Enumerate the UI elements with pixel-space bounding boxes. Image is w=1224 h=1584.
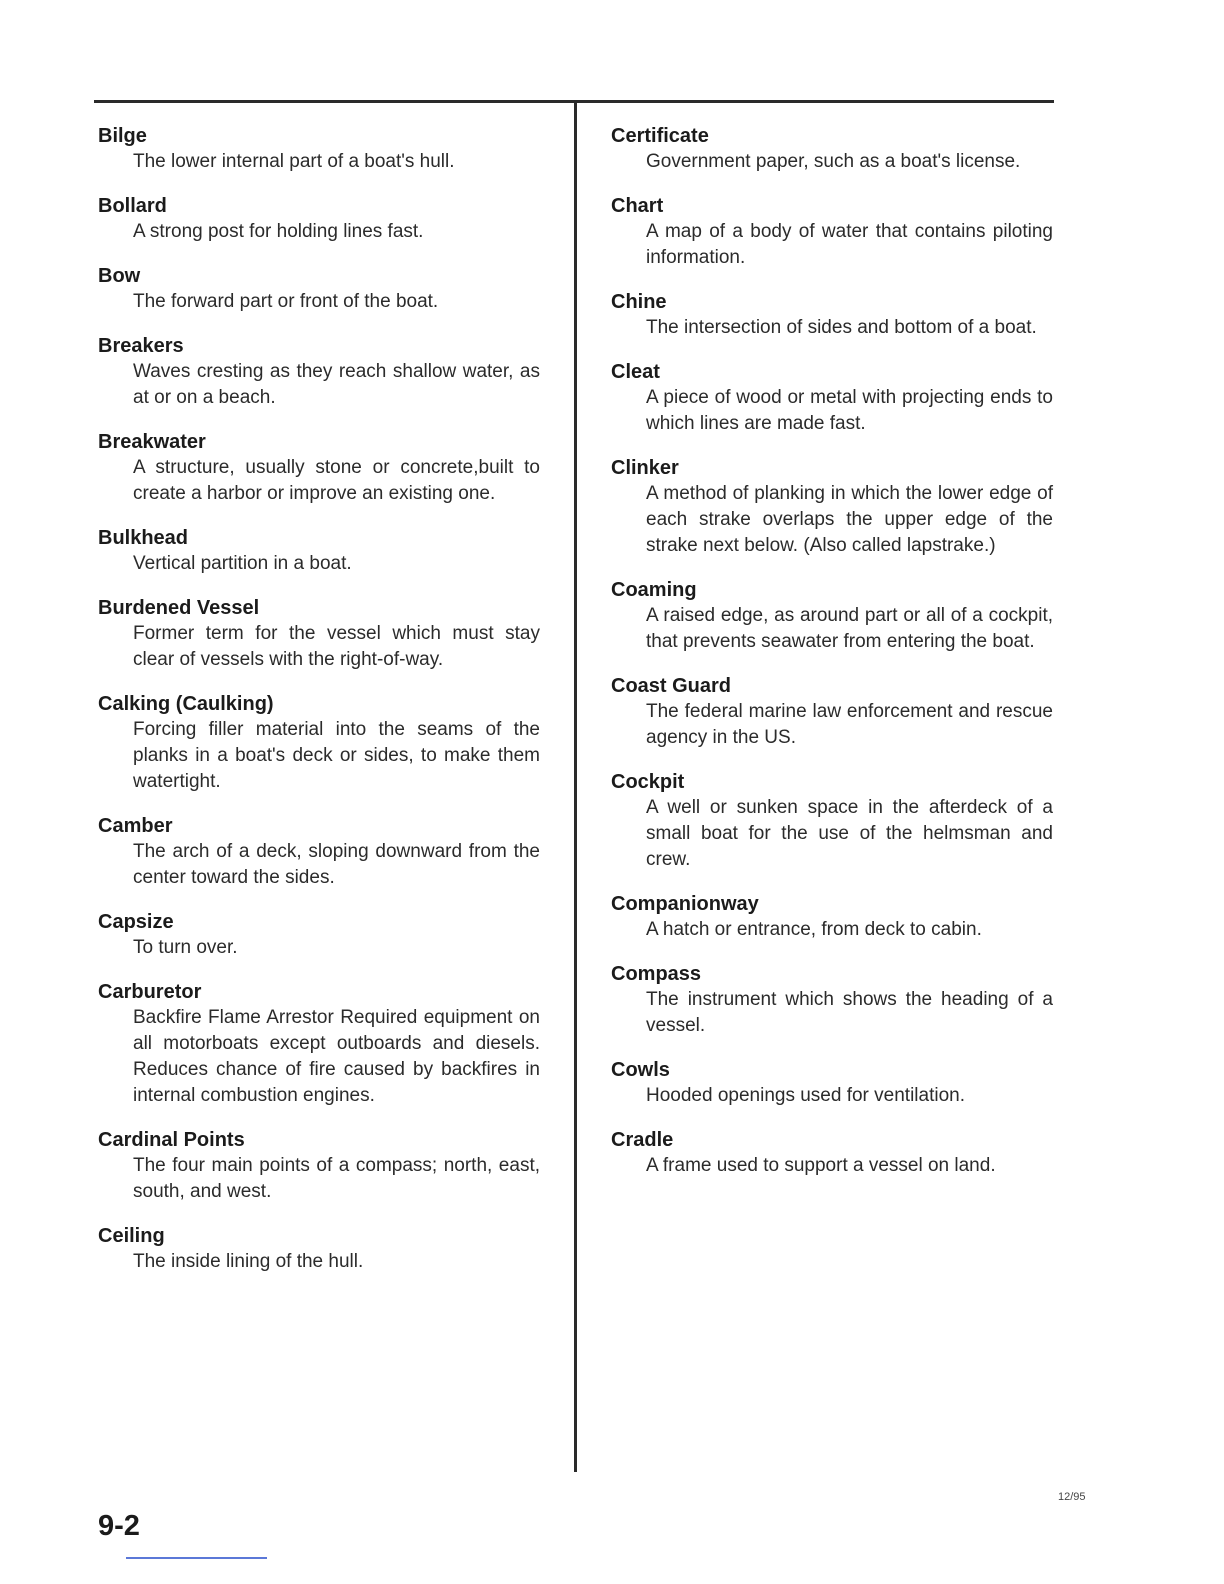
glossary-entry <box>98 526 540 577</box>
glossary-definition: The four main points of a compass; north, east, south, and west. <box>133 1155 540 1202</box>
glossary-entry <box>611 770 1053 873</box>
column-divider <box>574 100 577 1472</box>
glossary-term: Ceiling <box>98 1225 165 1247</box>
glossary-term: Compass <box>611 963 702 985</box>
glossary-entry <box>98 194 540 245</box>
glossary-definition: Forcing filler material into the seams of the planks in a boat's deck or sides, to make them watertight. <box>133 719 540 792</box>
glossary-term: Capsize <box>98 911 174 933</box>
glossary-definition: A piece of wood or metal with projecting ends to which lines are made fast. <box>646 387 1053 434</box>
glossary-term: Certificate <box>611 125 709 147</box>
glossary-definition: Waves cresting as they reach shallow water, as at or on a beach. <box>133 361 540 408</box>
glossary-term: Calking (Caulking) <box>98 693 274 715</box>
glossary-definition: A method of planking in which the lower edge of each strake overlaps the upper edge of the strake next below. (Also called lapstrake.) <box>646 483 1053 556</box>
glossary-definition: The instrument which shows the heading of a vessel. <box>646 989 1053 1036</box>
glossary-term: Coast Guard <box>611 675 732 697</box>
glossary-term: Chine <box>611 291 667 313</box>
glossary-definition: The inside lining of the hull. <box>133 1251 364 1272</box>
glossary-term: Breakwater <box>98 431 206 453</box>
glossary-definition: A hatch or entrance, from deck to cabin. <box>646 919 982 940</box>
glossary-entry <box>611 578 1053 655</box>
glossary-entry <box>611 360 1053 437</box>
glossary-term: Cradle <box>611 1129 674 1151</box>
glossary-definition: The forward part or front of the boat. <box>133 291 439 312</box>
page-number: 9-2 <box>98 1510 140 1542</box>
glossary-entry <box>98 1128 540 1205</box>
glossary-term: Clinker <box>611 457 679 479</box>
glossary-entry <box>98 334 540 411</box>
glossary-definition: Hooded openings used for ventilation. <box>646 1085 966 1106</box>
glossary-term: Burdened Vessel <box>98 597 260 619</box>
glossary-term: Bollard <box>98 195 167 217</box>
glossary-entry <box>98 692 540 795</box>
glossary-entry <box>611 674 1053 751</box>
glossary-term: Bulkhead <box>98 527 189 549</box>
glossary-entry <box>611 194 1053 271</box>
glossary-definition: Vertical partition in a boat. <box>133 553 352 574</box>
glossary-definition: The lower internal part of a boat's hull. <box>133 151 455 172</box>
glossary-term: Chart <box>611 195 664 217</box>
glossary-definition: To turn over. <box>133 937 238 958</box>
glossary-term: Breakers <box>98 335 184 357</box>
glossary-entry <box>611 124 1053 175</box>
glossary-definition: A frame used to support a vessel on land. <box>646 1155 996 1176</box>
glossary-definition: A map of a body of water that contains piloting information. <box>646 221 1053 268</box>
bottom-underline <box>126 1557 267 1559</box>
glossary-definition: Former term for the vessel which must stay clear of vessels with the right-of-way. <box>133 623 540 670</box>
glossary-entry <box>611 1128 1053 1179</box>
glossary-entry <box>98 814 540 891</box>
glossary-definition: Government paper, such as a boat's license. <box>646 151 1021 172</box>
glossary-term: Cardinal Points <box>98 1129 245 1151</box>
glossary-entry <box>98 910 540 961</box>
glossary-entry <box>98 596 540 673</box>
glossary-term: Coaming <box>611 579 697 601</box>
glossary-entry <box>98 430 540 507</box>
glossary-term: Companionway <box>611 893 759 915</box>
glossary-term: Camber <box>98 815 173 837</box>
glossary-left-column <box>98 124 540 1294</box>
glossary-right-column <box>611 124 1053 1198</box>
glossary-entry <box>98 124 540 175</box>
glossary-definition: Backfire Flame Arrestor Required equipment on all motorboats except outboards and diesels. Reduces chance of fire caused by backfires in internal combustion engines. <box>133 1007 540 1106</box>
glossary-definition: A strong post for holding lines fast. <box>133 221 424 242</box>
glossary-definition: The federal marine law enforcement and rescue agency in the US. <box>646 701 1053 748</box>
date-code: 12/95 <box>1058 1491 1086 1503</box>
glossary-definition: The intersection of sides and bottom of a boat. <box>646 317 1037 338</box>
glossary-entry <box>611 962 1053 1039</box>
glossary-term: Bilge <box>98 125 147 147</box>
glossary-term: Cowls <box>611 1059 670 1081</box>
glossary-term: Cockpit <box>611 771 685 793</box>
glossary-term: Carburetor <box>98 981 202 1003</box>
glossary-term: Bow <box>98 265 141 287</box>
glossary-entry <box>611 290 1053 341</box>
glossary-entry <box>98 264 540 315</box>
glossary-definition: The arch of a deck, sloping downward from the center toward the sides. <box>133 841 540 888</box>
glossary-definition: A structure, usually stone or concrete,built to create a harbor or improve an existing one. <box>133 457 540 504</box>
glossary-entry <box>611 1058 1053 1109</box>
glossary-term: Cleat <box>611 361 660 383</box>
glossary-entry <box>98 1224 540 1275</box>
glossary-definition: A raised edge, as around part or all of a cockpit, that prevents seawater from entering the boat. <box>646 605 1053 652</box>
glossary-entry <box>611 456 1053 559</box>
glossary-definition: A well or sunken space in the afterdeck of a small boat for the use of the helmsman and crew. <box>646 797 1053 870</box>
glossary-entry <box>611 892 1053 943</box>
glossary-entry <box>98 980 540 1109</box>
